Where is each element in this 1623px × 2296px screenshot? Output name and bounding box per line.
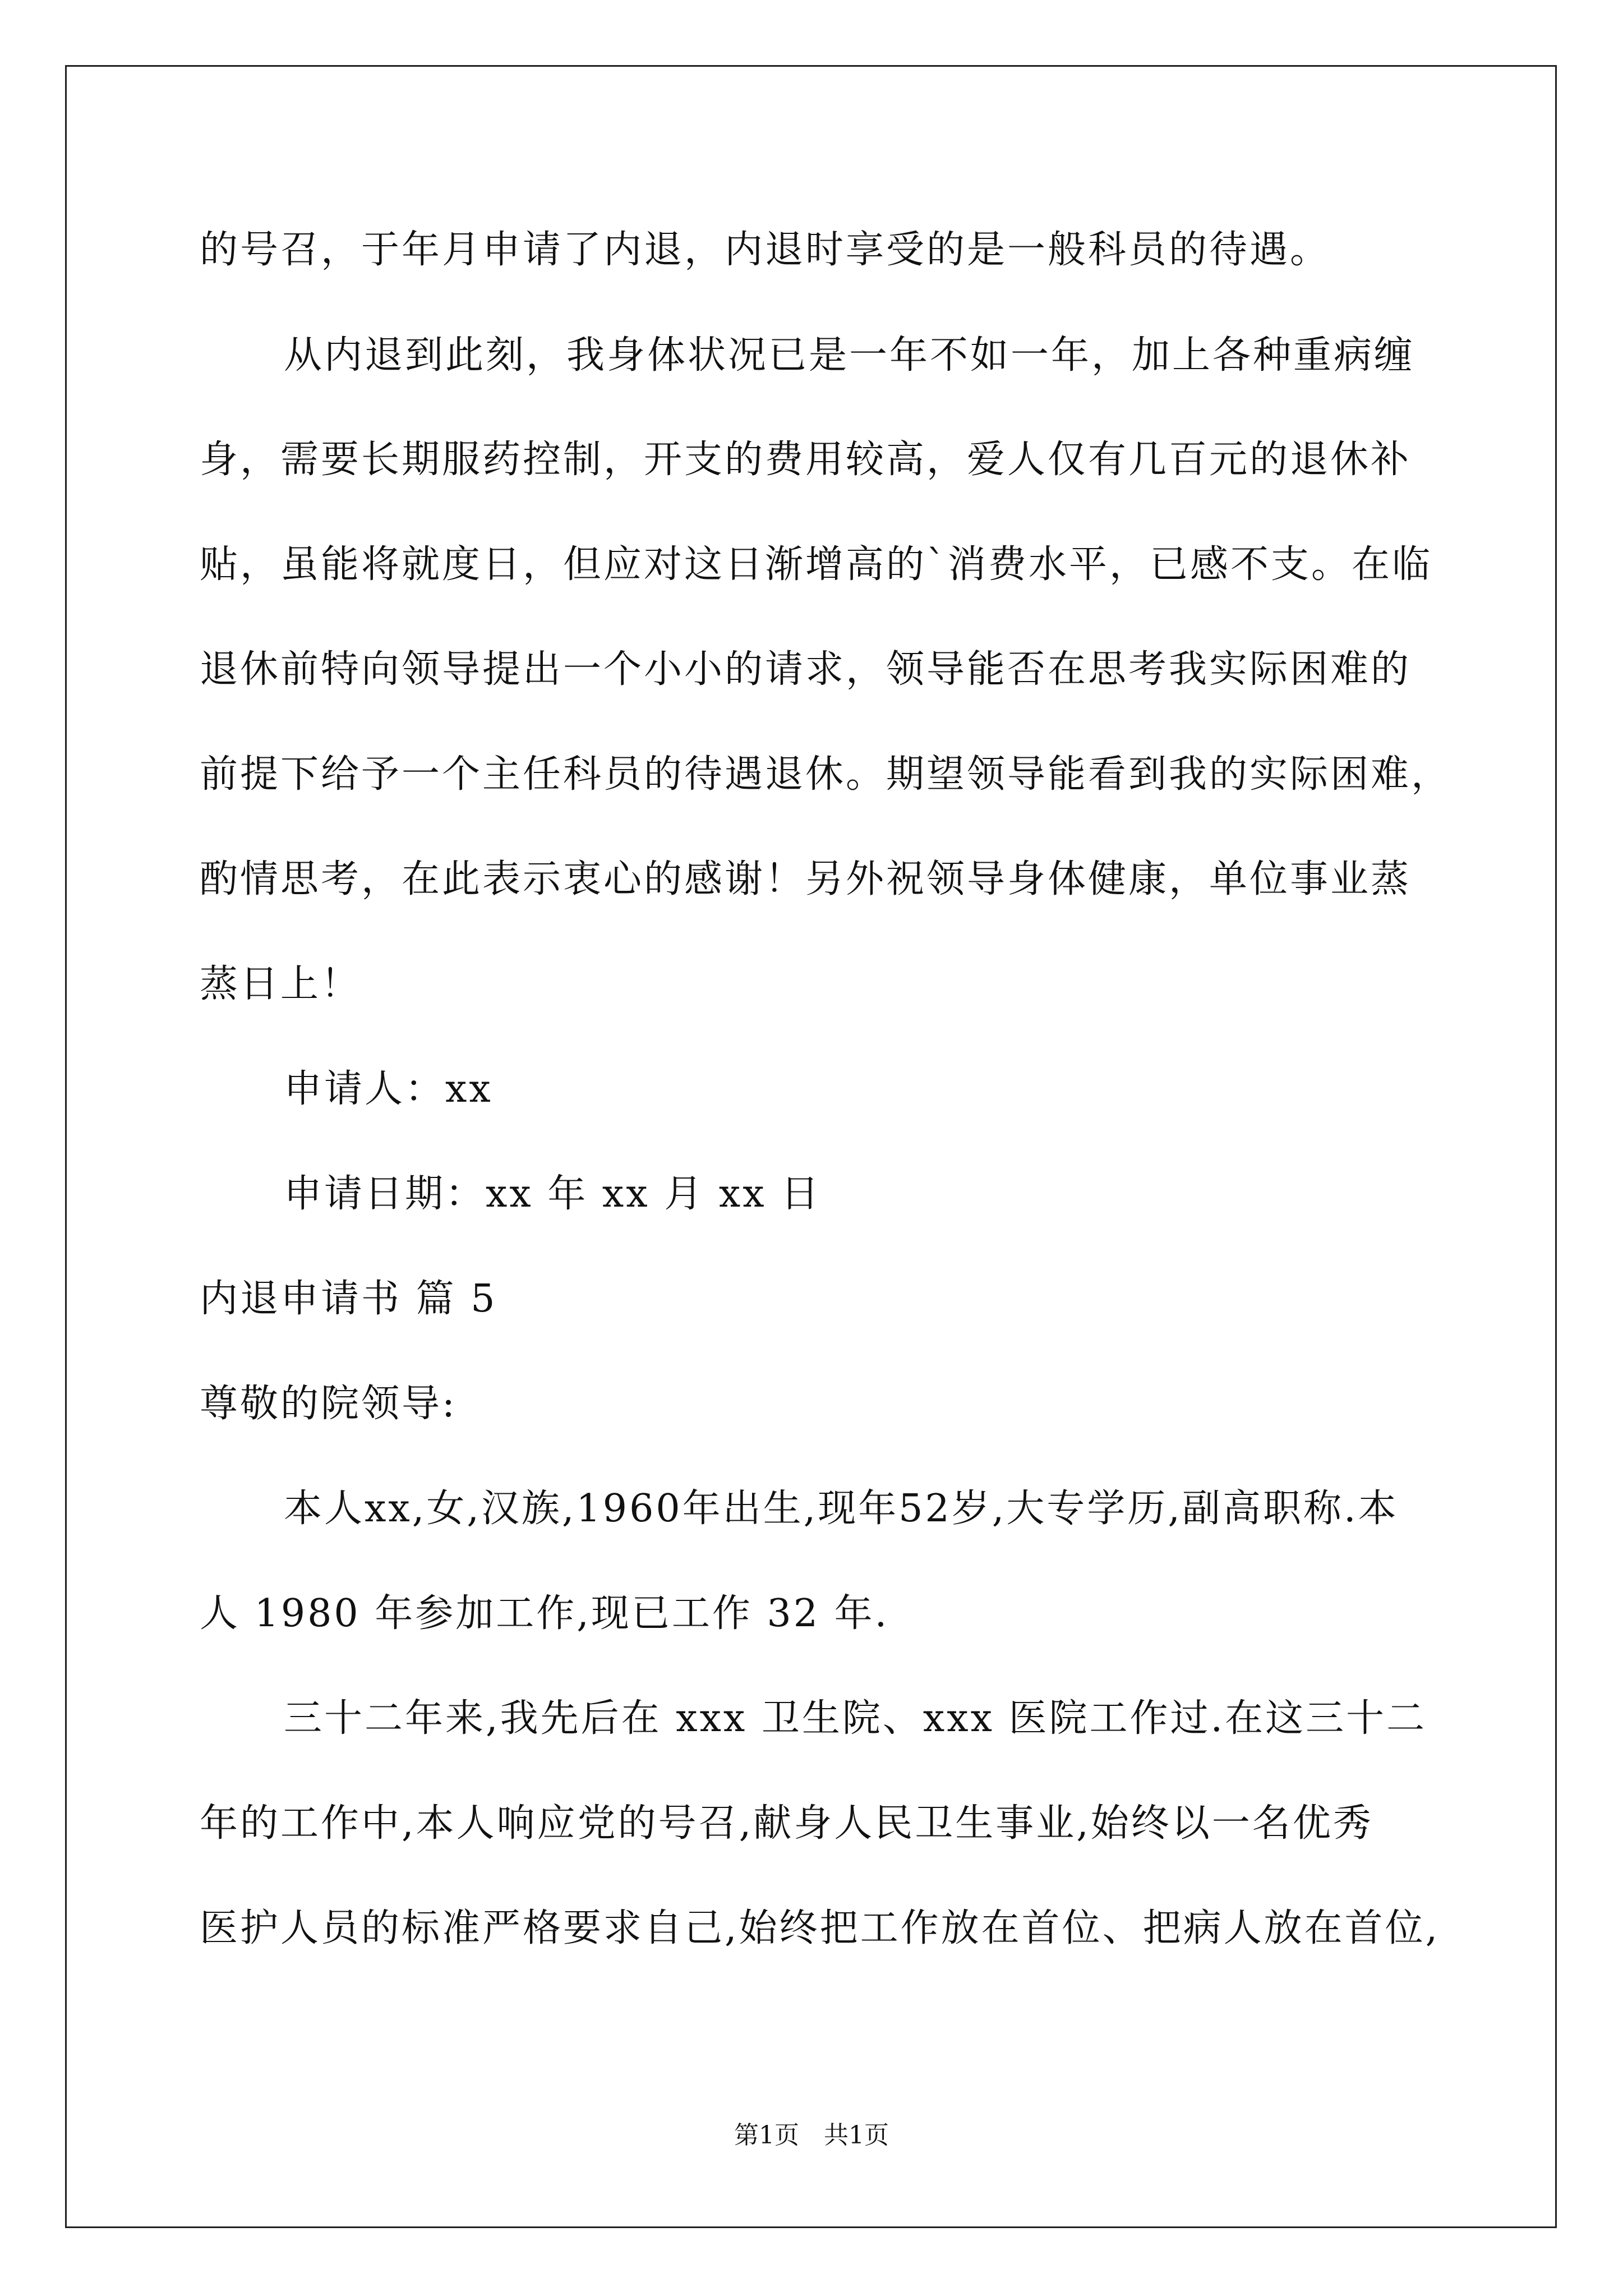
paragraph-line: 的号召，于年月申请了内退，内退时享受的是一般科员的待遇。 — [200, 228, 1331, 272]
page-number-footer: 第1页 共1页 — [734, 2121, 889, 2150]
application-date-line: 申请日期：xx 年 xx 月 xx 日 — [284, 1172, 822, 1216]
page-border — [65, 65, 1557, 2228]
paragraph-line: 医护人员的标准严格要求自己,始终把工作放在首位、把病人放在首位, — [200, 1906, 1440, 1950]
paragraph-line: 三十二年来,我先后在 xxx 卫生院、xxx 医院工作过.在这三十二 — [284, 1696, 1427, 1741]
paragraph-line: 年的工作中,本人响应党的号召,献身人民卫生事业,始终以一名优秀 — [200, 1801, 1373, 1846]
paragraph-line: 人 1980 年参加工作,现已工作 32 年. — [200, 1591, 889, 1636]
section-heading: 内退申请书 篇 5 — [200, 1277, 497, 1321]
applicant-line: 申请人：xx — [284, 1067, 493, 1111]
paragraph-line: 身，需要长期服药控制，开支的费用较高，爱人仅有几百元的退休补 — [200, 438, 1412, 482]
paragraph-line: 酌情思考，在此表示衷心的感谢！另外祝领导身体健康，单位事业蒸 — [200, 857, 1412, 901]
paragraph-line: 蒸日上！ — [200, 962, 362, 1006]
paragraph-line: 前提下给予一个主任科员的待遇退休。期望领导能看到我的实际困难， — [200, 752, 1452, 797]
paragraph-line: 从内退到此刻，我身体状况已是一年不如一年，加上各种重病缠 — [284, 333, 1415, 378]
salutation: 尊敬的院领导: — [200, 1382, 457, 1426]
paragraph-line: 贴，虽能将就度日，但应对这日渐增高的`消费水平，已感不支。在临 — [200, 542, 1433, 587]
paragraph-line: 退休前特向领导提出一个小小的请求，领导能否在思考我实际困难的 — [200, 647, 1412, 692]
paragraph-line: 本人xx,女,汉族,1960年出生,现年52岁,大专学历,副高职称.本 — [284, 1487, 1399, 1531]
